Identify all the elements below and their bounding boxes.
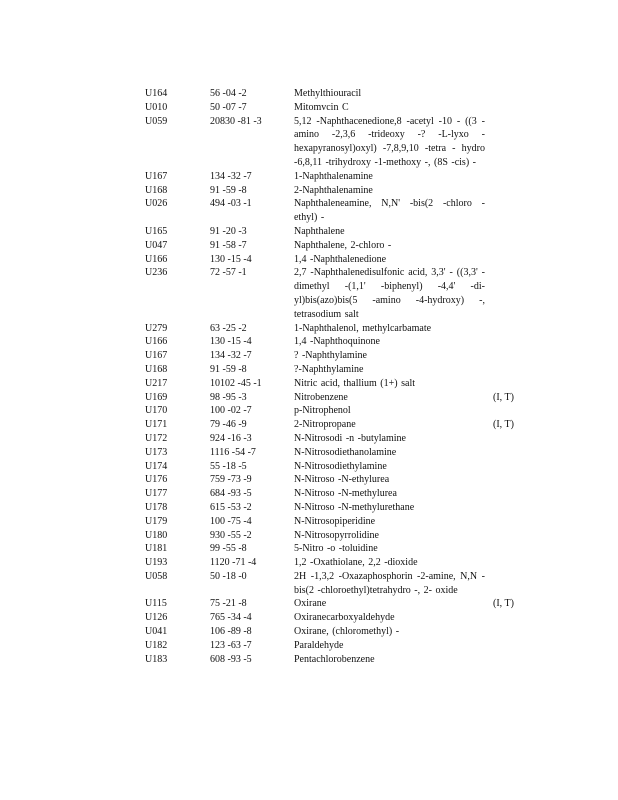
substance-name: 1-Naphthalenol, methylcarbamate	[294, 322, 432, 334]
waste-code: U182	[145, 639, 168, 651]
cas-number: 1120 -71 -4	[210, 557, 257, 569]
table-row	[145, 349, 545, 363]
waste-code: U236	[145, 267, 168, 279]
table-row	[145, 432, 545, 446]
table-row	[145, 170, 545, 184]
waste-code: U170	[145, 405, 168, 417]
substance-name: 1,4 -Naphthoquinone	[294, 336, 380, 348]
cas-number: 123 -63 -7	[210, 639, 252, 651]
waste-code: U058	[145, 570, 168, 582]
table-row	[145, 184, 545, 198]
substance-name: N-Nitrosodiethanolamine	[294, 446, 397, 458]
waste-code: U166	[145, 253, 168, 265]
table-row	[145, 597, 545, 611]
cas-number: 55 -18 -5	[210, 460, 247, 472]
waste-code: U168	[145, 363, 168, 375]
table-row	[145, 653, 545, 667]
waste-code: U166	[145, 336, 168, 348]
table-row	[145, 611, 545, 625]
cas-number: 134 -32 -7	[210, 350, 252, 362]
table-row	[145, 377, 545, 391]
substance-name: Naphthaleneamine, N,N' -bis(2 -chloro - ethyl) -	[294, 198, 485, 224]
table-row	[145, 556, 545, 570]
table-row	[145, 404, 545, 418]
waste-code: U059	[145, 115, 168, 127]
cas-number: 91 -58 -7	[210, 239, 247, 251]
table-row	[145, 473, 545, 487]
cas-number: 50 -07 -7	[210, 101, 247, 113]
substance-name: Naphthalene	[294, 225, 345, 237]
substance-name: N-Nitrosodiethylamine	[294, 460, 387, 472]
table-row	[145, 225, 545, 239]
substance-name: N-Nitroso -N-ethylurea	[294, 474, 390, 486]
waste-code: U181	[145, 543, 168, 555]
cas-number: 20830 -81 -3	[210, 115, 262, 127]
substance-name: 5,12 -Naphthacenedione,8 -acetyl -10 - ((3 -amino -2,3,6 -trideoxy -? -L-lyxo - hexapyranosyl)oxyl) -7,8,9,10 -tetra - hydro -6,8,11 -trihydroxy -1-methoxy -, (8S -cis) -	[294, 115, 485, 168]
substance-name: 1-Naphthalenamine	[294, 170, 373, 182]
table-row	[145, 515, 545, 529]
cas-number: 99 -55 -8	[210, 543, 247, 555]
substance-name: N-Nitrosopyrrolidine	[294, 529, 379, 541]
table-row	[145, 570, 545, 598]
waste-code: U026	[145, 198, 168, 210]
cas-number: 100 -02 -7	[210, 405, 252, 417]
table-row	[145, 391, 545, 405]
hazard-code: (I, T)	[493, 598, 514, 610]
substance-name: N-Nitroso -N-methylurethane	[294, 501, 415, 513]
cas-number: 63 -25 -2	[210, 322, 247, 334]
table-row	[145, 239, 545, 253]
substance-name: ?-Naphthylamine	[294, 363, 364, 375]
waste-code: U047	[145, 239, 168, 251]
table-row	[145, 542, 545, 556]
waste-code: U169	[145, 391, 168, 403]
waste-code: U173	[145, 446, 168, 458]
table-row	[145, 418, 545, 432]
substance-name: Pentachlorobenzene	[294, 653, 375, 665]
cas-number: 10102 -45 -1	[210, 377, 262, 389]
cas-number: 91 -59 -8	[210, 363, 247, 375]
table-row	[145, 363, 545, 377]
substance-name: 5-Nitro -o -toluidine	[294, 543, 378, 555]
waste-code: U041	[145, 626, 168, 638]
substance-name: Methylthiouracil	[294, 88, 362, 99]
cas-number: 130 -15 -4	[210, 336, 252, 348]
substance-name: Oxirane, (chloromethyl) -	[294, 626, 400, 638]
substance-name: 2-Nitropropane	[294, 419, 356, 431]
substance-name: Mitomvcin C	[294, 101, 349, 113]
table-row	[145, 501, 545, 515]
table-row	[145, 253, 545, 267]
cas-number: 50 -18 -0	[210, 570, 247, 582]
cas-number: 608 -93 -5	[210, 653, 252, 665]
cas-number: 924 -16 -3	[210, 432, 252, 444]
substance-name: Oxiranecarboxyaldehyde	[294, 612, 395, 624]
cas-number: 1116 -54 -7	[210, 446, 256, 458]
substance-name: Nitrobenzene	[294, 391, 348, 403]
table-row	[145, 625, 545, 639]
table-row	[145, 529, 545, 543]
waste-code: U279	[145, 322, 168, 334]
waste-code: U167	[145, 170, 168, 182]
substance-name: ? -Naphthylamine	[294, 350, 367, 362]
cas-number: 615 -53 -2	[210, 501, 252, 513]
substance-name: 2,7 -Naphthalenedisulfonic acid, 3,3' - ((3,3' -dimethyl -(1,1' -biphenyl) -4,4' -di- yl)bis(azo)bis(5 -amino -4-hydroxy) -, tetrasodium salt	[294, 267, 485, 320]
cas-number: 91 -59 -8	[210, 184, 247, 196]
hazardous-waste-table	[145, 87, 545, 666]
table-row	[145, 335, 545, 349]
table-row	[145, 101, 545, 115]
waste-code: U171	[145, 419, 168, 431]
hazard-code: (I, T)	[493, 391, 514, 403]
cas-number: 134 -32 -7	[210, 170, 252, 182]
waste-code: U183	[145, 653, 168, 665]
table-row	[145, 487, 545, 501]
cas-number: 72 -57 -1	[210, 267, 247, 279]
cas-number: 106 -89 -8	[210, 626, 252, 638]
substance-name: 2H -1,3,2 -Oxazaphosphorin -2-amine, N,N -bis(2 -chloroethyl)tetrahydro -, 2- oxide	[294, 570, 485, 596]
substance-name: Paraldehyde	[294, 639, 344, 651]
substance-name: Naphthalene, 2-chloro -	[294, 239, 392, 251]
table-row	[145, 87, 545, 101]
waste-code: U168	[145, 184, 168, 196]
waste-code: U180	[145, 529, 168, 541]
table-row	[145, 266, 545, 321]
cas-number: 130 -15 -4	[210, 253, 252, 265]
substance-name: Oxirane	[294, 598, 327, 610]
cas-number: 930 -55 -2	[210, 529, 252, 541]
cas-number: 100 -75 -4	[210, 515, 252, 527]
waste-code: U167	[145, 350, 168, 362]
waste-code: U217	[145, 377, 168, 389]
table-row	[145, 639, 545, 653]
table-row	[145, 460, 545, 474]
substance-name: 1,4 -Naphthalenedione	[294, 253, 387, 265]
table-row	[145, 322, 545, 336]
substance-name: N-Nitroso -N-methylurea	[294, 488, 397, 500]
table-row	[145, 115, 545, 170]
waste-code: U165	[145, 225, 168, 237]
waste-code: U174	[145, 460, 168, 472]
waste-code: U164	[145, 88, 168, 99]
waste-code: U176	[145, 474, 168, 486]
substance-name: 2-Naphthalenamine	[294, 184, 373, 196]
substance-name: N-Nitrosopiperidine	[294, 515, 376, 527]
cas-number: 98 -95 -3	[210, 391, 247, 403]
substance-name: Nitric acid, thallium (1+) salt	[294, 377, 415, 389]
waste-code: U172	[145, 432, 168, 444]
cas-number: 494 -03 -1	[210, 198, 252, 210]
waste-code: U126	[145, 612, 168, 624]
waste-code: U178	[145, 501, 168, 513]
waste-code: U010	[145, 101, 168, 113]
cas-number: 684 -93 -5	[210, 488, 252, 500]
cas-number: 91 -20 -3	[210, 225, 247, 237]
cas-number: 56 -04 -2	[210, 88, 247, 99]
cas-number: 75 -21 -8	[210, 598, 247, 610]
cas-number: 765 -34 -4	[210, 612, 252, 624]
cas-number: 759 -73 -9	[210, 474, 252, 486]
waste-code: U179	[145, 515, 168, 527]
hazard-code: (I, T)	[493, 419, 514, 431]
substance-name: 1,2 -Oxathiolane, 2,2 -dioxide	[294, 557, 418, 569]
waste-code: U193	[145, 557, 168, 569]
table-row	[145, 446, 545, 460]
table-row	[145, 197, 545, 225]
substance-name: N-Nitrosodi -n -butylamine	[294, 432, 406, 444]
waste-code: U115	[145, 598, 167, 610]
cas-number: 79 -46 -9	[210, 419, 247, 431]
waste-code: U177	[145, 488, 168, 500]
substance-name: p-Nitrophenol	[294, 405, 351, 417]
